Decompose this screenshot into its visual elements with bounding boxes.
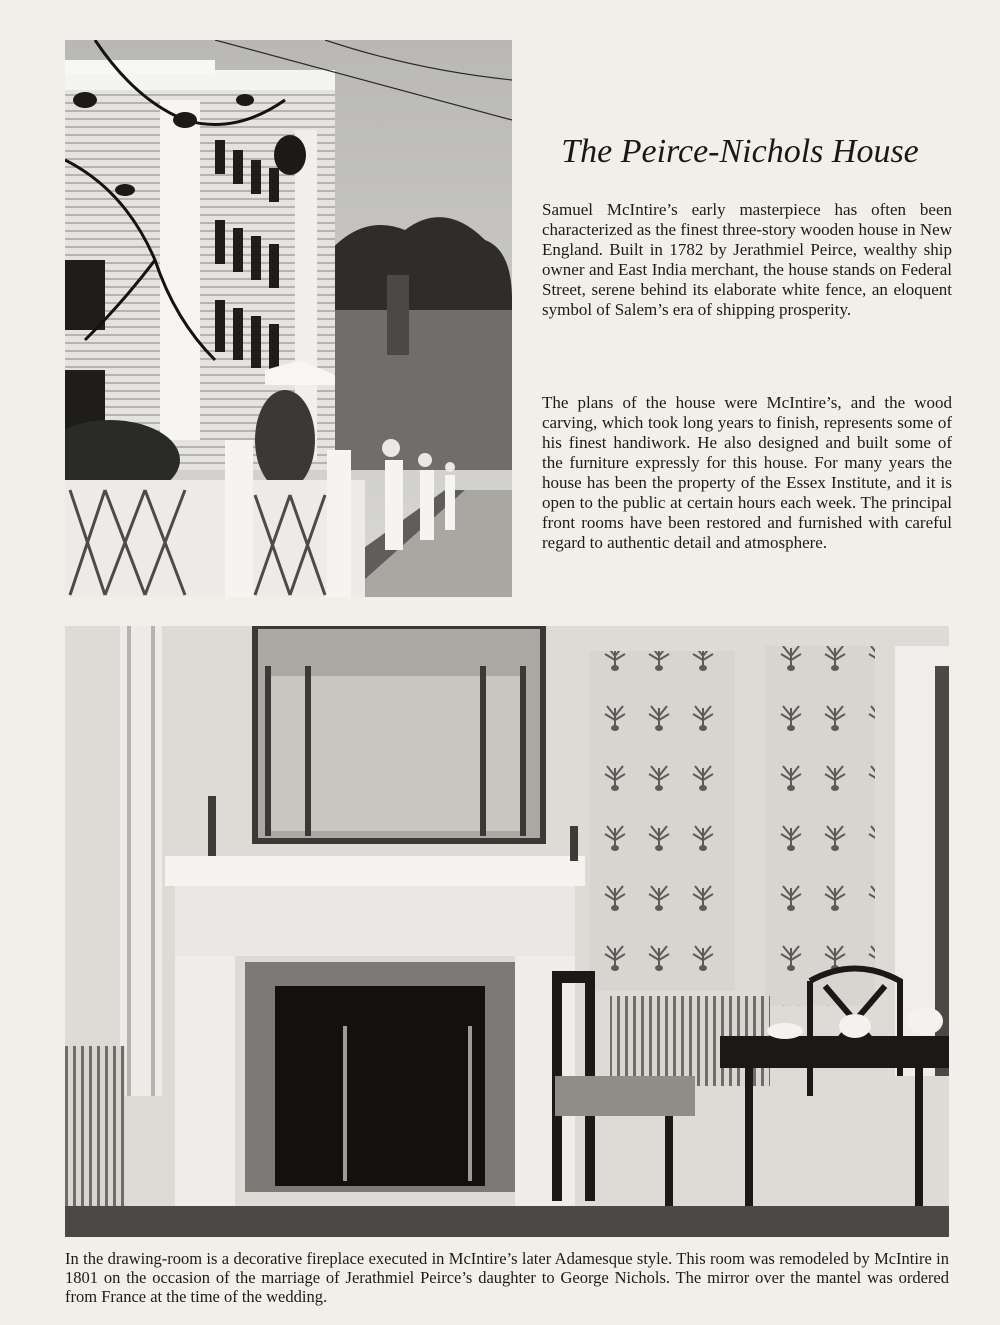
house-exterior-photo [65,40,512,597]
article-title: The Peirce-Nichols House [561,133,919,170]
drawing-room-photo [65,626,949,1237]
photo-caption: In the drawing-room is a decorative fireplace executed in McIntire’s later Adamesque style. This room was remodeled by McIntire in 1801 on the occasion of the marriage of Jerathmiel Peirce’s daughter to George Nichols. The mirror over the mantel was ordered from France at the time of the wedding. [65,1249,949,1306]
drawing-room-illustration [65,626,949,1237]
article-paragraph-2: The plans of the house were McIntire’s, and the wood carving, which took long years to finish, represents some of his finest handiwork. He also designed and built some of the furniture expressly for this house. For many years the house has been the property of the Essex Institute, and it is open to the public at certain hours each week. The principal front rooms have been restored and furnished with careful regard to authentic detail and atmosphere. [542,393,952,552]
house-exterior-illustration [65,40,512,597]
article-paragraph-1: Samuel McIntire’s early masterpiece has often been characterized as the finest three-story wooden house in New England. Built in 1782 by Jerathmiel Peirce, wealthy ship owner and East India merchant, the house stands on Federal Street, serene behind its elaborate white fence, an eloquent symbol of Salem’s era of shipping prosperity. [542,200,952,319]
